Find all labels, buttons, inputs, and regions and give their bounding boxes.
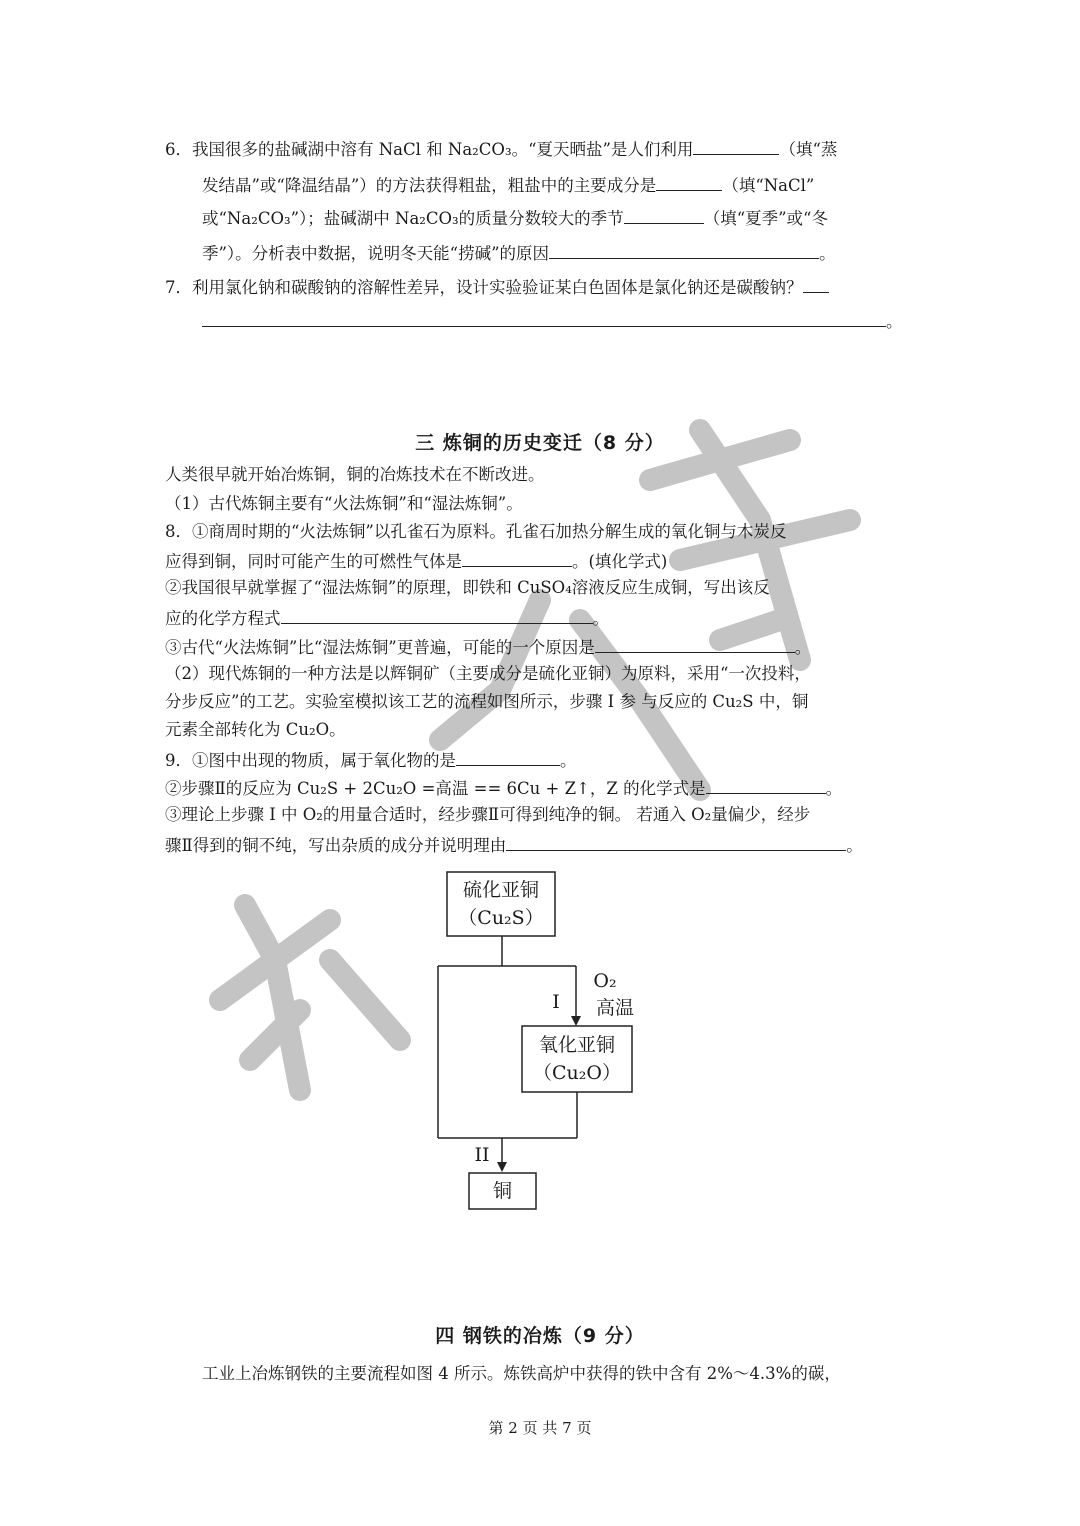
q8-2-line-a: ②我国很早就掌握了“湿法炼铜”的原理，即铁和 CuSO₄溶液反应生成铜，写出该反 (165, 578, 770, 597)
q9-1-text-b: 。 (560, 751, 577, 770)
section-4-intro: 工业上冶炼钢铁的主要流程如图 4 所示。炼铁高炉中获得的铁中含有 2%～4.3%的碳， (202, 1364, 841, 1383)
q6-text-3a: 或“Na₂CO₃”）；盐碱湖中 Na₂CO₃的质量分数较大的季节 (202, 209, 624, 228)
q9-1-text-a: 9．①图中出现的物质，属于氧化物的是 (165, 751, 456, 770)
q6-text-3b: （填“夏季”或“冬 (703, 209, 828, 228)
q6-text-4a: 季”）。分析表中数据，说明冬天能“捞碱”的原因 (202, 244, 550, 263)
q9-3-text-c: 。 (846, 836, 863, 855)
box-cu2o-label-1: 氧化亚铜 (538, 1034, 615, 1056)
arrow-head-step1 (571, 1016, 581, 1026)
q8-1-text-b: 应得到铜，同时可能产生的可燃性气体是 (165, 552, 462, 571)
step-1-label: I (552, 991, 560, 1013)
q8-1-line-a: 8．①商周时期的“火法炼铜”以孔雀石为原料。孔雀石加热分解生成的氧化铜与木炭反 (165, 522, 787, 541)
q9-2-text-b: 。 (825, 779, 843, 798)
section-3-intro: 人类很早就开始冶炼铜，铜的冶炼技术在不断改进。 (165, 465, 545, 484)
q7-end: 。 (886, 312, 903, 331)
page-footer: 第 2 页 共 7 页 (488, 1419, 592, 1437)
box-cu2o-label-2: （Cu₂O） (533, 1062, 621, 1084)
q6-text-1b: （填“蒸 (779, 140, 838, 159)
q6-text-4b: 。 (819, 244, 836, 263)
q6-text-2b: （填“NaCl” (722, 176, 815, 195)
q6-text-1a: 6．我国很多的盐碱湖中溶有 NaCl 和 Na₂CO₃。“夏天晒盐”是人们利用 (165, 140, 694, 159)
q6-text-2a: 发结晶”或“降温结晶”）的方法获得粗盐，粗盐中的主要成分是 (202, 176, 657, 195)
q8-3-text-b: 。 (794, 638, 812, 657)
q7-text: 7．利用氯化钠和碳酸钠的溶解性差异，设计实验验证某白色固体是氯化钠还是碳酸钠？ (165, 278, 803, 297)
condition-o2: O₂ (593, 970, 617, 992)
q8-2-text-c: 。 (592, 609, 609, 628)
box-cu2s-label-2: （Cu₂S） (458, 907, 544, 929)
condition-heat: 高温 (595, 997, 634, 1019)
q8-1-text-c: 。(填化学式) (572, 552, 668, 571)
step-2-label: II (474, 1144, 490, 1166)
section-3-part-2-a: （2）现代炼铜的一种方法是以辉铜矿（主要成分是硫化亚铜）为原料，采用“一次投料， (165, 664, 811, 683)
arrow-head-step2 (497, 1162, 507, 1172)
section-4-title: 四 钢铁的冶炼（9 分） (435, 1325, 645, 1347)
box-copper-label: 铜 (492, 1180, 512, 1202)
q8-2-text-b: 应的化学方程式 (165, 609, 281, 628)
section-3-title: 三 炼铜的历史变迁（8 分） (415, 432, 665, 454)
section-3-part-2-c: 元素全部转化为 Cu₂O。 (165, 720, 346, 739)
q9-3-text-b: 骤Ⅱ得到的铜不纯，写出杂质的成分并说明理由 (165, 836, 507, 855)
q9-2-text-a: ②步骤Ⅱ的反应为 Cu₂S + 2Cu₂O =高温 == 6Cu + Z↑，Z 的化学式是 (165, 779, 706, 798)
box-cu2s-label-1: 硫化亚铜 (462, 879, 539, 901)
q9-3-line-a: ③理论上步骤 I 中 O₂的用量合适时，经步骤Ⅱ可得到纯净的铜。 若通入 O₂量偏少，经步 (165, 805, 811, 824)
section-3-part-1: （1）古代炼铜主要有“火法炼铜”和“湿法炼铜”。 (165, 494, 523, 513)
section-3-part-2-b: 分步反应”的工艺。实验室模拟该工艺的流程如图所示，步骤 I 参 与反应的 Cu₂S 中，铜 (165, 692, 809, 711)
q8-3-text-a: ③古代“火法炼铜”比“湿法炼铜”更普遍，可能的一个原因是 (165, 638, 595, 657)
